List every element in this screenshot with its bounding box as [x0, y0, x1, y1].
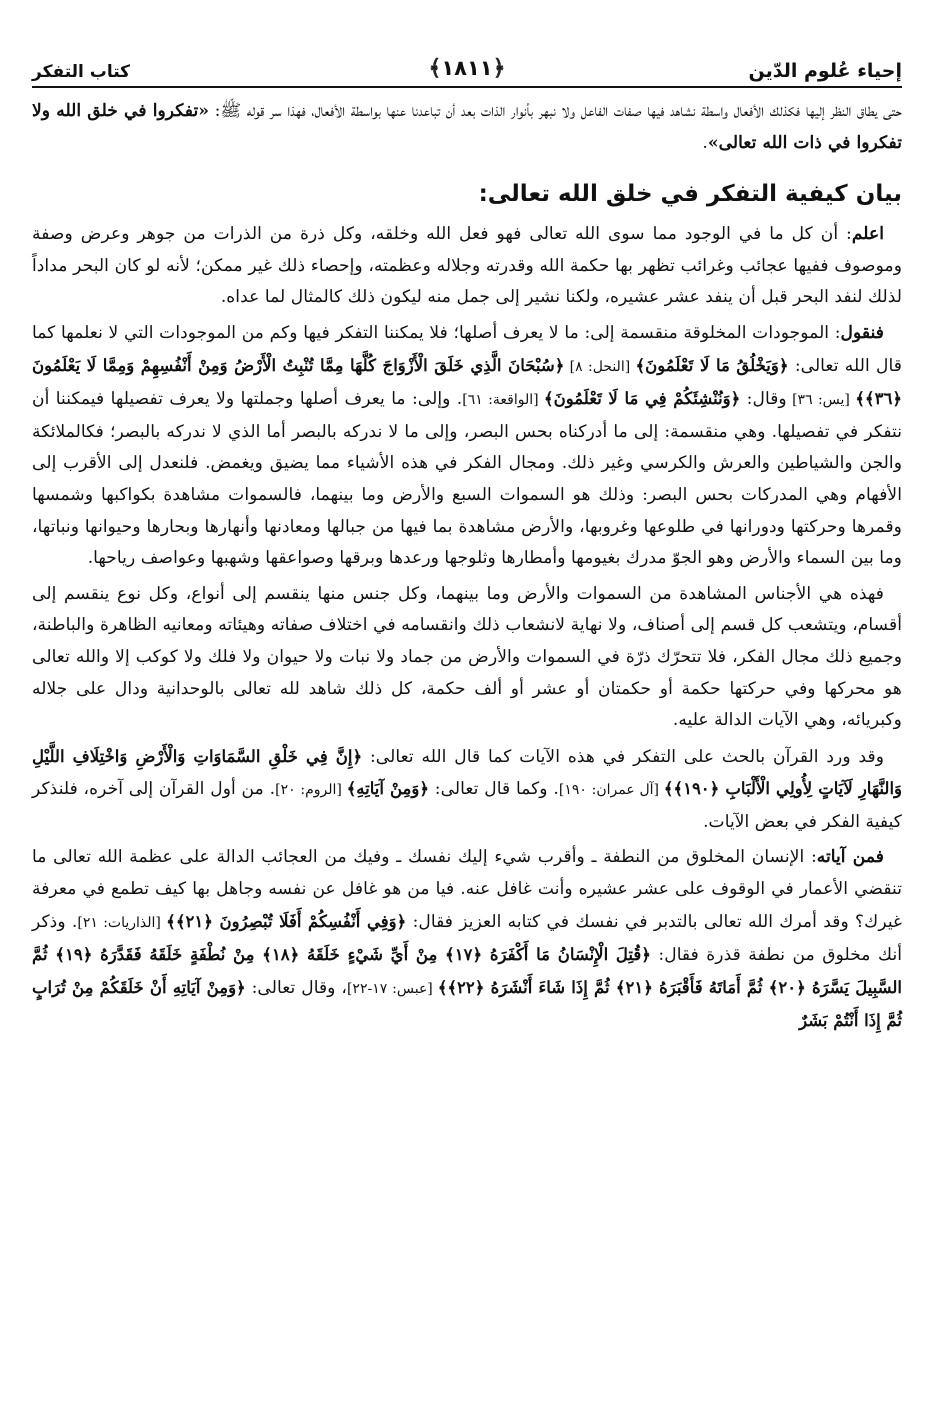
- paragraph-1-text: : أن كل ما في الوجود مما سوى الله تعالى فهو فعل الله وخلقه، وكل ذرة من الذرات من جوهر وعرض وصفة وموصوف ففيها عجائب وغرائب تظهر بها حكمة الله وقدرته وجلاله وعظمته، وإحصاء ذلك غير ممكن؛ لأنه لو كان البحر مداداً لذلك لنفد البحر قبل أن ينفد عشر عشيره، ولكنا نشير إلى جمل منه ليكون ذلك كالمثال لما عداه.: [32, 224, 902, 308]
- paragraph-3: [32, 579, 902, 737]
- paragraph-5: [32, 842, 902, 1038]
- intro-tail: .: [702, 132, 708, 153]
- book-page: [32, 52, 902, 1402]
- paragraph-3-text: فهذه هي الأجناس المشاهدة من السموات والأرض وما بينهما، وكل جنس منها ينقسم إلى أنواع، وكل نوع ينقسم إلى أقسام، ويتشعب كل قسم إلى أصناف، ولا نهاية لانشعاب ذلك وانقسامه في اختلاف صفاته وهيئاته ومعانيه الظاهرة والباطنة، وجميع ذلك مجال الفكر، فلا تتحرّك ذرّة في السموات والأرض من جماد ولا نبات ولا حيوان ولا فلك ولا كوكب إلا والله تعالى هو محركها وفي حركتها حكمة أو حكمتان أو عشر أو ألف حكمة، كل ذلك شاهد لله تعالى بالوحدانية ودال على جلاله وكبريائه، وهي الآيات الدالة عليه.: [32, 583, 902, 731]
- paragraph-4-text-c: . من أول القرآن إلى آخره، فلنذكر كيفية الفكر في بعض الآيات.: [32, 779, 902, 832]
- paragraph-2: [32, 318, 902, 575]
- intro-text: حتى يطاق النظر إليها فكذلك الأفعال واسطة نشاهد فيها صفات الفاعل ولا نبهر بأنوار الذات بعد أن تباعدنا عنها بواسطة الأفعال، فهذا سر قوله ﷺ:: [208, 101, 902, 121]
- verse-reference: [النحل: ٨]: [564, 358, 636, 375]
- quran-verse: ﴿قُتِلَ الْإِنْسَانُ مَا أَكْفَرَهُ ﴿١٧﴾ مِنْ أَيِّ شَيْءٍ خَلَقَهُ ﴿١٨﴾ مِنْ نُطْفَةٍ خَلَقَهُ فَقَدَّرَهُ ﴿١٩﴾ ثُمَّ السَّبِيلَ يَسَّرَهُ ﴿٢٠﴾ ثُمَّ أَمَاتَهُ فَأَقْبَرَهُ ﴿٢١﴾ ثُمَّ إِذَا شَاءَ أَنْشَرَهُ ﴿٢٢﴾﴾: [32, 945, 903, 997]
- paragraph-5-lead: فمن آياته: [816, 847, 885, 868]
- quran-verse: ﴿وَمِنْ آيَاتِهِ﴾: [346, 779, 430, 799]
- paragraph-5-text-a: : الإنسان المخلوق من النطفة ـ وأقرب شيء إليك نفسك ـ وفيك من العجائب الدالة على عظمة الله تعالى ما تنقضي الأعمار في الوقوف على عشر عشيره وأنت غافل عنه. فيا من هو غافل عن نفسه وجاهل بها كيف تطمع في معرفة غيرك؟ وقد أمرك الله تعالى بالتدبر في نفسك في كتابه العزيز فقال:: [32, 847, 903, 932]
- book-title: إحياء عُلوم الدّين: [748, 60, 902, 82]
- verse-reference: [آل عمران: ١٩٠]: [558, 782, 664, 799]
- quran-verse: ﴿وَفِي أَنْفُسِكُمْ أَفَلَا تُبْصِرُونَ ﴿٢١﴾﴾: [166, 911, 407, 931]
- quran-verse: ﴿وَمِنْ آيَاتِهِ أَنْ خَلَقَكُمْ مِنْ تُرَابٍ ثُمَّ إِذَا أَنْتُمْ بَشَرٌ: [32, 977, 902, 1031]
- paragraph-2-text-b: وقال:: [740, 389, 787, 410]
- chapter-title: كتاب التفكر: [32, 62, 131, 82]
- paragraph-2-lead: فنقول: [840, 322, 884, 343]
- paragraph-5-text-b: . وذكر أنك مخلوق من نطفة قذرة فقال:: [32, 911, 902, 966]
- quran-verse: ﴿إِنَّ فِي خَلْقِ السَّمَاوَاتِ وَالْأَرْضِ وَاخْتِلَافِ اللَّيْلِ وَالنَّهَارِ لَآيَاتٍ لِأُولِي الْأَلْبَابِ ﴿١٩٠﴾﴾: [32, 746, 902, 799]
- ornament-bracket-right: ﴿: [492, 56, 506, 81]
- paragraph-2-text-a: : الموجودات المخلوقة منقسمة إلى: ما لا يعرف أصلها؛ فلا يمكننا التفكر فيها وكم من الموجودات التي لا نعلمها كما قال الله تعالى:: [32, 322, 902, 376]
- paragraph-5-text-c: ، وقال تعالى:: [245, 977, 347, 998]
- quran-verse: ﴿وَنُنْشِئَكُمْ فِي مَا لَا تَعْلَمُونَ﴾: [543, 389, 741, 409]
- ornament-bracket-left: ﴾: [428, 56, 442, 81]
- paragraph-4: [32, 741, 902, 839]
- verse-reference: [الروم: ٢٠]: [275, 782, 347, 799]
- hadith-quote: «تفكروا في خلق الله ولا تفكروا في ذات الله تعالى»: [32, 101, 902, 153]
- intro-paragraph: [32, 96, 902, 159]
- quran-verse: ﴿سُبْحَانَ الَّذِي خَلَقَ الْأَزْوَاجَ كُلَّهَا مِمَّا تُنْبِتُ الْأَرْضُ وَمِنْ أَنْفُسِهِمْ وَمِمَّا لَا يَعْلَمُونَ ﴿٣٦﴾﴾: [32, 355, 902, 409]
- quran-verse: ﴿وَيَخْلُقُ مَا لَا تَعْلَمُونَ﴾: [635, 355, 789, 375]
- page-number-value: ١٨١١: [441, 56, 493, 80]
- paragraph-4-text-a: وقد ورد القرآن بالحث على التفكر في هذه الآيات كما قال الله تعالى:: [362, 746, 884, 767]
- running-header: [32, 52, 902, 88]
- verse-reference: [الذاريات: ٢١]: [77, 914, 167, 931]
- section-heading: بيان كيفية التفكر في خلق الله تعالى:: [478, 181, 902, 208]
- page-number: [428, 56, 505, 81]
- page-body: [32, 96, 902, 1038]
- verse-reference: [عبس: ١٧-٢٢]: [346, 980, 438, 997]
- verse-reference: [الواقعة: ٦١]: [462, 392, 544, 409]
- paragraph-1: [32, 219, 902, 314]
- verse-reference: [يس: ٣٦]: [786, 392, 856, 409]
- paragraph-4-text-b: . وكما قال تعالى:: [429, 779, 559, 800]
- paragraph-2-text-c: . وإلى: ما يعرف أصلها وجملتها ولا يعرف تفصيلها فيمكننا أن نتفكر في تفصيلها. وهي منقسمة: إلى ما أدركناه بحس البصر، وإلى ما لا ندركه بالبصر أما الذي لا ندركه بالبصر؛ فكالملائكة والجن والشياطين والعرش والكرسي وغير ذلك. ومجال الفكر في هذه الأشياء مما يضيق ويغمض. فلنعدل إلى الأقرب إلى الأفهام وهي المدركات بحس البصر: وذلك هو السموات السبع والأرض وما بينهما، فالسموات مشاهدة بكواكبها وشمسها وقمرها وحركتها ودورانها في طلوعها وغروبها، والأرض مشاهدة بما فيها من جبالها ومعادنها وأنهارها وبحارها وحيوانها ونباتها، وما بين السماء والأرض وهو الجوّ مدرك بغيومها وأمطارها وثلوجها ورعدها وبرقها وصواعقها وشهبها وعواصف رياحها.: [32, 389, 902, 569]
- paragraph-1-lead: اعلم: [851, 224, 884, 245]
